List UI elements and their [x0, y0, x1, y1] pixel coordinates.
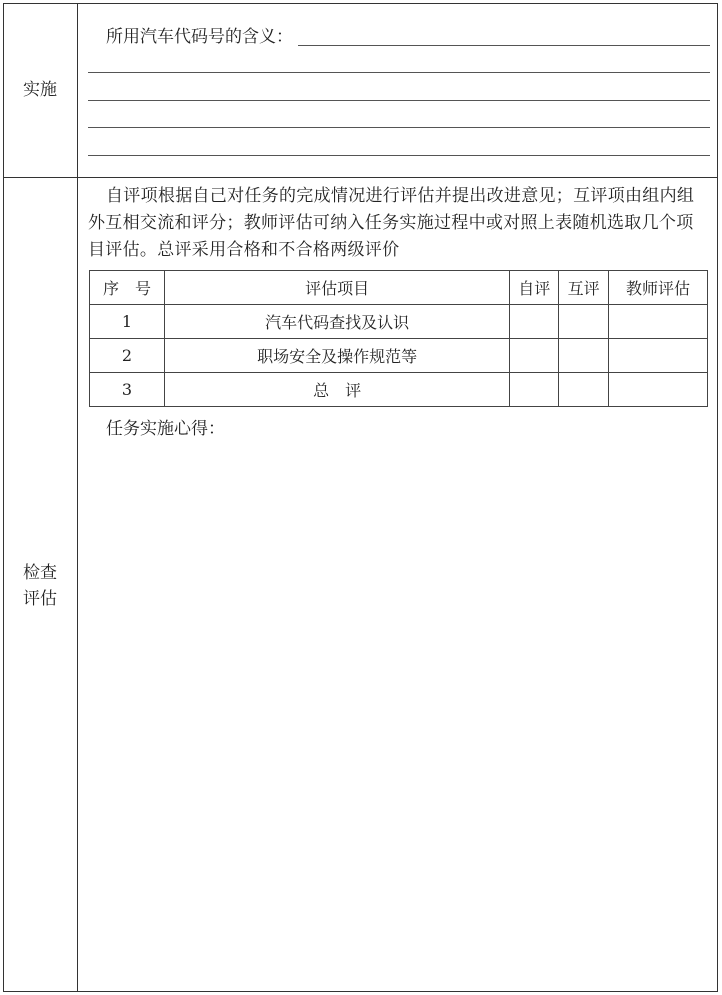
section-label-evaluation-line1: 检查: [23, 563, 57, 583]
teacher-score-cell[interactable]: [609, 373, 708, 407]
header-teacher: 教师评估: [609, 271, 708, 305]
section-label-evaluation-line2: 评估: [23, 589, 57, 609]
column-divider: [77, 3, 78, 992]
code-meaning-prompt: 所用汽车代码号的含义：: [106, 27, 293, 47]
row-item: 总 评: [164, 373, 509, 407]
form-frame: [3, 3, 718, 992]
answer-line[interactable]: [88, 127, 710, 128]
self-score-cell[interactable]: [510, 305, 559, 339]
self-score-cell[interactable]: [510, 339, 559, 373]
section-divider: [3, 177, 718, 178]
table-header-row: [90, 271, 708, 305]
answer-line[interactable]: [298, 45, 710, 46]
row-item: 职场安全及操作规范等: [164, 339, 509, 373]
peer-score-cell[interactable]: [559, 373, 609, 407]
row-no: 1: [90, 305, 165, 339]
row-no: 3: [90, 373, 165, 407]
evaluation-instructions: 自评项根据自己对任务的完成情况进行评估并提出改进意见；互评项由组内组外互相交流和评分；教师评估可纳入任务实施过程中或对照上表随机选取几个项目评估。总评采用合格和不合格两级评价: [88, 186, 695, 260]
row-item: 汽车代码查找及认识: [164, 305, 509, 339]
section-label-implementation: 实施: [23, 80, 57, 100]
self-score-cell[interactable]: [510, 373, 559, 407]
answer-line[interactable]: [88, 100, 710, 101]
table-row: [90, 373, 708, 407]
row-no: 2: [90, 339, 165, 373]
header-self: 自评: [510, 271, 559, 305]
experience-prompt: 任务实施心得：: [106, 419, 225, 439]
teacher-score-cell[interactable]: [609, 305, 708, 339]
table-row: [90, 339, 708, 373]
peer-score-cell[interactable]: [559, 339, 609, 373]
teacher-score-cell[interactable]: [609, 339, 708, 373]
header-peer: 互评: [559, 271, 609, 305]
table-row: [90, 305, 708, 339]
section-label-evaluation: [3, 560, 77, 612]
answer-line[interactable]: [88, 155, 710, 156]
peer-score-cell[interactable]: [559, 305, 609, 339]
header-no: 序 号: [90, 271, 165, 305]
answer-line[interactable]: [88, 72, 710, 73]
evaluation-table: [89, 270, 708, 407]
header-item: 评估项目: [164, 271, 509, 305]
